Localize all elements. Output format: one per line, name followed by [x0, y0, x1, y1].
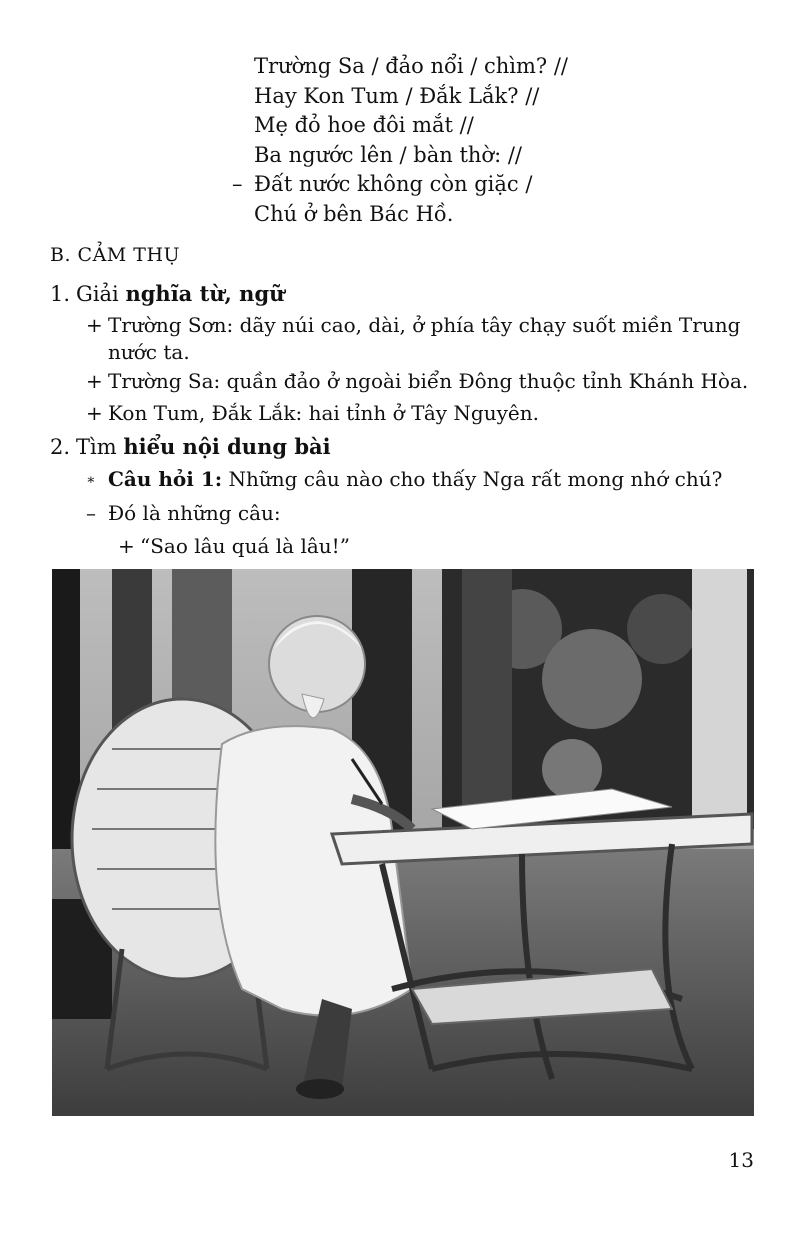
heading-content: 2. Tìm hiểu nội dung bài	[50, 434, 331, 459]
page-number: 13	[728, 1148, 754, 1172]
answer-item: + “Sao lâu quá là lâu!”	[118, 534, 350, 558]
poem	[232, 52, 568, 229]
poem-line: Ba ngước lên / bàn thờ: //	[254, 142, 522, 167]
poem-line: Chú ở bên Bác Hồ.	[254, 201, 454, 226]
poem-line: Trường Sa / đảo nổi / chìm? //	[254, 54, 568, 78]
photo-uncle-ho-writing	[52, 569, 754, 1116]
section-b-title: B. CẢM THỤ	[50, 244, 181, 266]
definition-item: + Trường Sơn: dãy núi cao, dài, ở phía tây chạy suốt miền Trung nước ta.	[86, 313, 741, 364]
poem-line: Mẹ đỏ hoe đôi mắt //	[254, 113, 474, 137]
photo-illustration	[52, 569, 754, 1116]
answer-intro: – Đó là những câu:	[86, 501, 281, 525]
poem-line: – Đất nước không còn giặc /	[232, 172, 533, 196]
definition-item: + Trường Sa: quần đảo ở ngoài biển Đông thuộc tỉnh Khánh Hòa.	[86, 369, 749, 393]
question-1: ∗ Câu hỏi 1: Những câu nào cho thấy Nga rất mong nhớ chú?	[86, 467, 723, 491]
definition-item: + Kon Tum, Đắk Lắk: hai tỉnh ở Tây Nguyên.	[86, 401, 539, 425]
poem-line: Hay Kon Tum / Đắk Lắk? //	[254, 83, 540, 108]
heading-word-meanings: 1. Giải nghĩa từ, ngữ	[50, 281, 285, 306]
